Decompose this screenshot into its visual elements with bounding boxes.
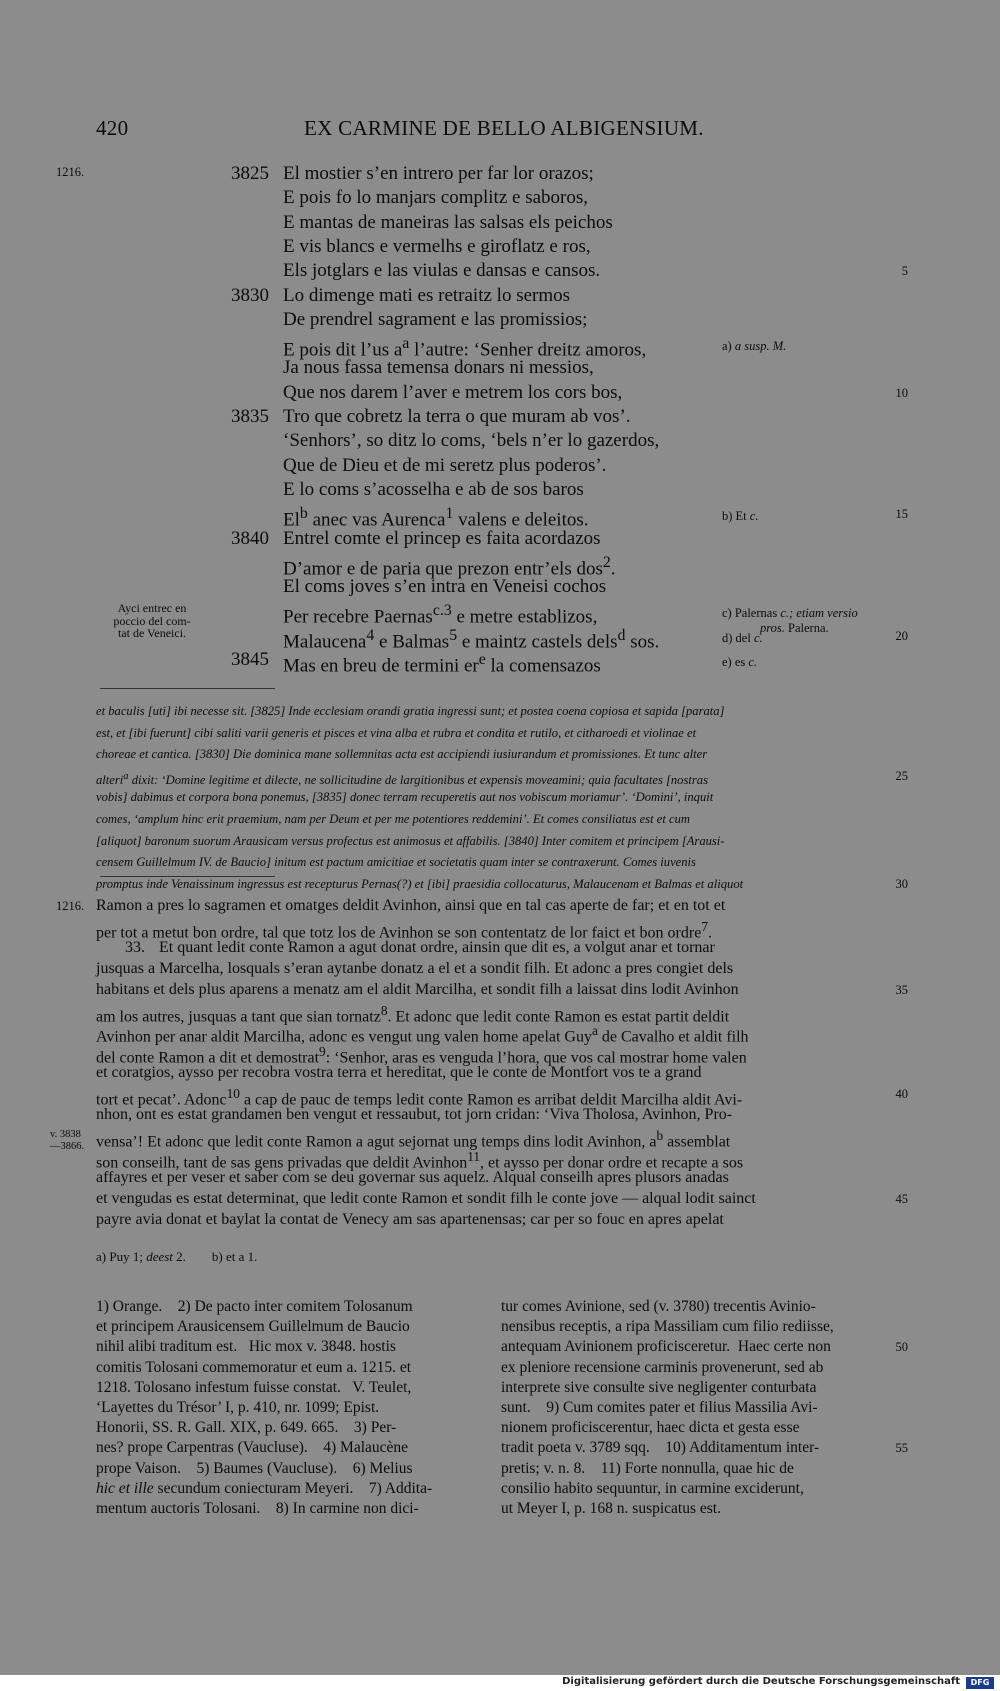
prose-apparatus: a) Puy 1; deest 2. b) et a 1. [96, 1249, 258, 1264]
prose-line: habitans et dels plus aparens a menatz am el aldit Marcilha, et sondit filh a laissat dins lodit Avinhon [96, 980, 739, 998]
latin-line: vobis] dabimus et corpora bona ponemus, [3835] donec terram recuperetis aut nos vobiscum moriamur’. ‘Domini’, inquit [96, 790, 714, 805]
variant-note: b) Et c. [722, 509, 759, 524]
verse-line-number: 3830 [231, 284, 269, 306]
verse-line: Els jotglars e las viulas e dansas e cansos. [283, 260, 601, 282]
separator-rule [100, 688, 275, 689]
footnote-line: antequam Avinionem proficisceretur. Haec certe non [501, 1338, 831, 1356]
footnote-line: interprete sive consulte sive negligenter conturbata [501, 1378, 817, 1396]
verse-line: E vis blancs e vermelhs e giroflatz e ros, [283, 235, 591, 257]
prose-line: Avinhon per anar aldit Marcilha, adonc es vengut ung valen home apelat Guy$^a$ de Cavalho et aldit filh [96, 1023, 749, 1046]
prose-line: son conseilh, tant de sas gens privadas que deldit Avinhon$^{11}$, et aysso per donar ordre et recapte a sos [96, 1148, 744, 1172]
verse-line: E lo coms s’acosselha e ab de sos baros [283, 478, 584, 500]
footnote-line: nionem proficiscerentur, haec dicta et gesta esse [501, 1419, 800, 1437]
verse-line: Malaucena$^4$ e Balmas$^5$ e maintz castels dels$^d$ sos. [283, 626, 660, 653]
footnote-line: mentum auctoris Tolosani. 8) In carmine non dici- [96, 1500, 419, 1517]
verse-line: Per recebre Paernas$^{c.3}$ e metre establizos, [283, 602, 598, 628]
variant-note: pros. Palerna. [760, 620, 829, 635]
footnote-line: tur comes Avinione, sed (v. 3780) trecentis Avinio- [501, 1298, 816, 1315]
prose-line: Et quant ledit conte Ramon a agut donat ordre, ainsin que dit es, a volgut anar et tornar [159, 938, 715, 956]
line-count: 50 [895, 1340, 908, 1355]
footnote-line: nihil alibi traditum est. Hic mox v. 3848. hostis [96, 1338, 396, 1356]
line-count: 35 [895, 982, 908, 997]
line-count: 45 [895, 1191, 908, 1206]
prose-line: tort et pecat’. Adonc$^{10}$ a cap de pauc de temps ledit conte Ramon es arribat deldit Marcilha aldit Avi- [96, 1086, 743, 1109]
line-count: 40 [895, 1087, 908, 1102]
footnote-line: 1) Orange. 2) De pacto inter comitem Tolosanum [96, 1298, 413, 1315]
page-number: 420 [96, 116, 129, 140]
latin-line: promptus inde Venaissinum ingressus est recepturus Pernas(?) et [ibi] praesidia collocaturus, Malaucenam et Balmas et aliquot [96, 876, 744, 891]
prose-line: Ramon a pres lo sagramen et omatges deldit Avinhon, ainsi que en tal cas aperte de far; et en tot et [96, 897, 726, 914]
footnote-line: consilio habito sequuntur, in carmine exciderunt, [501, 1479, 804, 1497]
side-note-line: —3866. [50, 1141, 85, 1152]
prose-line: del conte Ramon a dit et demostrat$^9$: ‘Senhor, aras es venguda l’hora, que vos cal mostrar home valen [96, 1044, 747, 1067]
verse-line-number: 3845 [231, 649, 269, 670]
verse-line: El mostier s’en intrero per far lor orazos; [283, 163, 594, 184]
latin-line: censem Guillelmum IV. de Baucio] initum est pactum amicitiae et societatis quam inter se contraxerunt. Comes iuvenis [96, 855, 696, 870]
footnote-line: ‘Layettes du Trésor’ I, p. 410, nr. 1099; Epist. [96, 1399, 380, 1416]
prose-line: et coratgios, aysso per recobra vostra terra et hereditat, que le conte de Montfort vos te a grand [96, 1064, 702, 1082]
verse-line: El$^b$ anec vas Aurenca$^1$ valens e deleitos. [283, 505, 589, 531]
prose-line: nhon, ont es estat grandamen ben vengut et ressaubut, tot jorn cridan: ‘Viva Tholosa, Avinhon, Pro- [96, 1106, 733, 1123]
prose-line: jusquas a Marcelha, losquals s’eran aytanbe donatz a el et a sondit filh. Et adonc a pres congiet dels [96, 959, 734, 977]
footnote-line: 1218. Tolosano infestum fuisse constat. V. Teulet, [96, 1378, 412, 1396]
footnote-line: nensibus receptis, a ripa Massiliam cum filio rediisse, [501, 1318, 834, 1336]
side-note-line: v. 3838 [50, 1129, 81, 1140]
prose-line: et vengudas es estat determinat, que ledit conte Ramon et sondit filh le conte jove — alqual lodit sainct [96, 1189, 756, 1207]
line-count: 25 [895, 768, 908, 783]
footnote-line: hic et ille secundum coniecturam Meyeri. 7) Additа- [96, 1479, 433, 1497]
verse-line: ‘Senhors’, so ditz lo coms, ‘bels n’er lo gazerdos, [283, 430, 660, 452]
footnote-line: sunt. 9) Cum comites pater et filius Massilia Avi- [501, 1399, 818, 1416]
footnote-line: ex pleniore recensione carminis provenerunt, sed ab [501, 1358, 824, 1376]
line-count: 55 [895, 1441, 908, 1456]
prose-line: payre avia donat et baylat la contat de Venecy am sas apartenensas; car per so fouc en apres apelat [96, 1210, 724, 1228]
footnote-line: et principem Arausicensem Guillelmum de Baucio [96, 1318, 410, 1336]
line-count: 5 [901, 264, 908, 279]
running-title: EX CARMINE DE BELLO ALBIGENSIUM. [304, 116, 704, 140]
latin-line: alteri$^a$ dixit: ‘Domine legitime et dilecte, ne sollicitudine de largitionibus et expensis moveamini; quia facultates [nostras [96, 770, 708, 787]
variant-note: e) es c. [722, 655, 758, 669]
marginal-note-line: Ayci entrec en [117, 601, 187, 615]
footnote-line: ut Meyer I, p. 168 n. suspicatus est. [501, 1500, 721, 1517]
variant-note: a) a susp. M. [722, 339, 787, 354]
verse-line: E mantas de maneiras las salsas els peichos [283, 211, 613, 233]
footnote-line: nes? prope Carpentras (Vaucluse). 4) Malaucène [96, 1439, 409, 1457]
verse-year: 1216. [56, 165, 85, 179]
latin-line: est, et [ibi fuerunt] cibi saliti varii generis et pisces et vina alba et rubra et condita et rutilo, et citharoedi et violinae et [96, 725, 697, 740]
verse-line: Ja nous fassa temensa donars ni messios, [283, 357, 594, 379]
verse-line: El coms joves s’en intra en Veneisi cochos [283, 576, 607, 598]
footer-strip [0, 1675, 1000, 1691]
verse-line: Lo dimenge mati es retraitz lo sermos [283, 284, 571, 306]
latin-line: comes, ‘amplum hinc erit praemium, nam per Deum et per me potentiores reddemini’. Et comes consiliatus est et cum [96, 812, 691, 826]
verse-line: Que de Dieu et de mi seretz plus poderos’. [283, 454, 607, 476]
latin-line: [aliquot] baronum suorum Arausicam versus profectus est animosus et affabilis. [3840] Inter comitem et principem [Arausi- [96, 833, 725, 848]
verse-line-number: 3840 [231, 527, 269, 549]
verse-line-number: 3825 [231, 163, 269, 184]
verse-line: Entrel comte el princep es faita acordazos [283, 527, 601, 549]
footnote-line: Honorii, SS. R. Gall. XIX, p. 649. 665. 3) Per- [96, 1419, 397, 1437]
prose-line: am los autres, jusquas a tant que sian tornatz$^8$. Et adonc que ledit conte Ramon es estat partit deldit [96, 1002, 730, 1025]
verse-line: E pois fo lo manjars complitz e saboros, [283, 187, 588, 209]
prose-line: vensa’! Et adonc que ledit conte Ramon a agut sejornat ung temps dins lodit Avinhon, $a^b$ assemblat [96, 1127, 731, 1151]
verse-line: D’amor e de paria que prezon entr’els dos$^2$. [283, 553, 616, 580]
line-count: 30 [895, 876, 908, 891]
footnote-line: tradit poeta v. 3789 sqq. 10) Additamentum inter- [501, 1439, 820, 1457]
verse-line: Mas en breu de termini $er^e$ la comensazos [283, 651, 601, 677]
verse-line: Que nos darem l’aver e metrem los cors bos, [283, 381, 623, 403]
variant-note: c) Palernas c.; etiam versio [722, 606, 858, 621]
line-count: 10 [895, 385, 908, 400]
latin-line: choreae et cantica. [3830] Die dominica mane sollemnitas acta est accipiendi iusiurandum et promissiones. Et tunc alter [96, 747, 708, 762]
prose-year: 1216. [56, 899, 85, 913]
footnote-line: comitis Tolosani commemoratur et eum a. 1215. et [96, 1358, 412, 1376]
verse-line: E pois dit l’us $a^a$ l’autre: ‘Senher dreitz amoros, [283, 335, 647, 361]
latin-line: et baculis [uti] ibi necesse sit. [3825] Inde ecclesiam orandi gratia ingressi sunt; et postea coena copiosa et sapida [parata] [96, 704, 725, 718]
line-count: 15 [895, 507, 908, 522]
separator-rule [100, 876, 275, 877]
dfg-credit: Digitalisierung gefördert durch die Deutsche Forschungsgemeinschaft [562, 1676, 960, 1687]
paragraph-number: 33. [125, 938, 145, 956]
verse-line-number: 3835 [231, 406, 269, 427]
marginal-note-line: poccio del com- [113, 613, 191, 628]
prose-line: affayres et per veser et saber com se deu governar sus aquelz. Alqual conseilh apres plusors anadas [96, 1168, 729, 1186]
prose-line: per tot a metut bon ordre, tal que totz los de Avinhon se son contentatz de lor faict et bon ordre$^7$. [96, 918, 712, 942]
dfg-logo: DFG [966, 1677, 994, 1689]
line-count: 20 [895, 628, 908, 643]
marginal-note-line: tat de Veneici. [117, 626, 187, 640]
footnote-line: pretis; v. n. 8. 11) Forte nonnulla, quae hic de [501, 1459, 794, 1477]
footnote-line: prope Vaison. 5) Baumes (Vaucluse). 6) Melius [96, 1459, 413, 1477]
variant-note: d) del c. [722, 630, 763, 645]
verse-line: De prendrel sagrament e las promissios; [283, 308, 588, 330]
verse-line: Tro que cobretz la terra o que muram ab vos’. [283, 406, 631, 427]
